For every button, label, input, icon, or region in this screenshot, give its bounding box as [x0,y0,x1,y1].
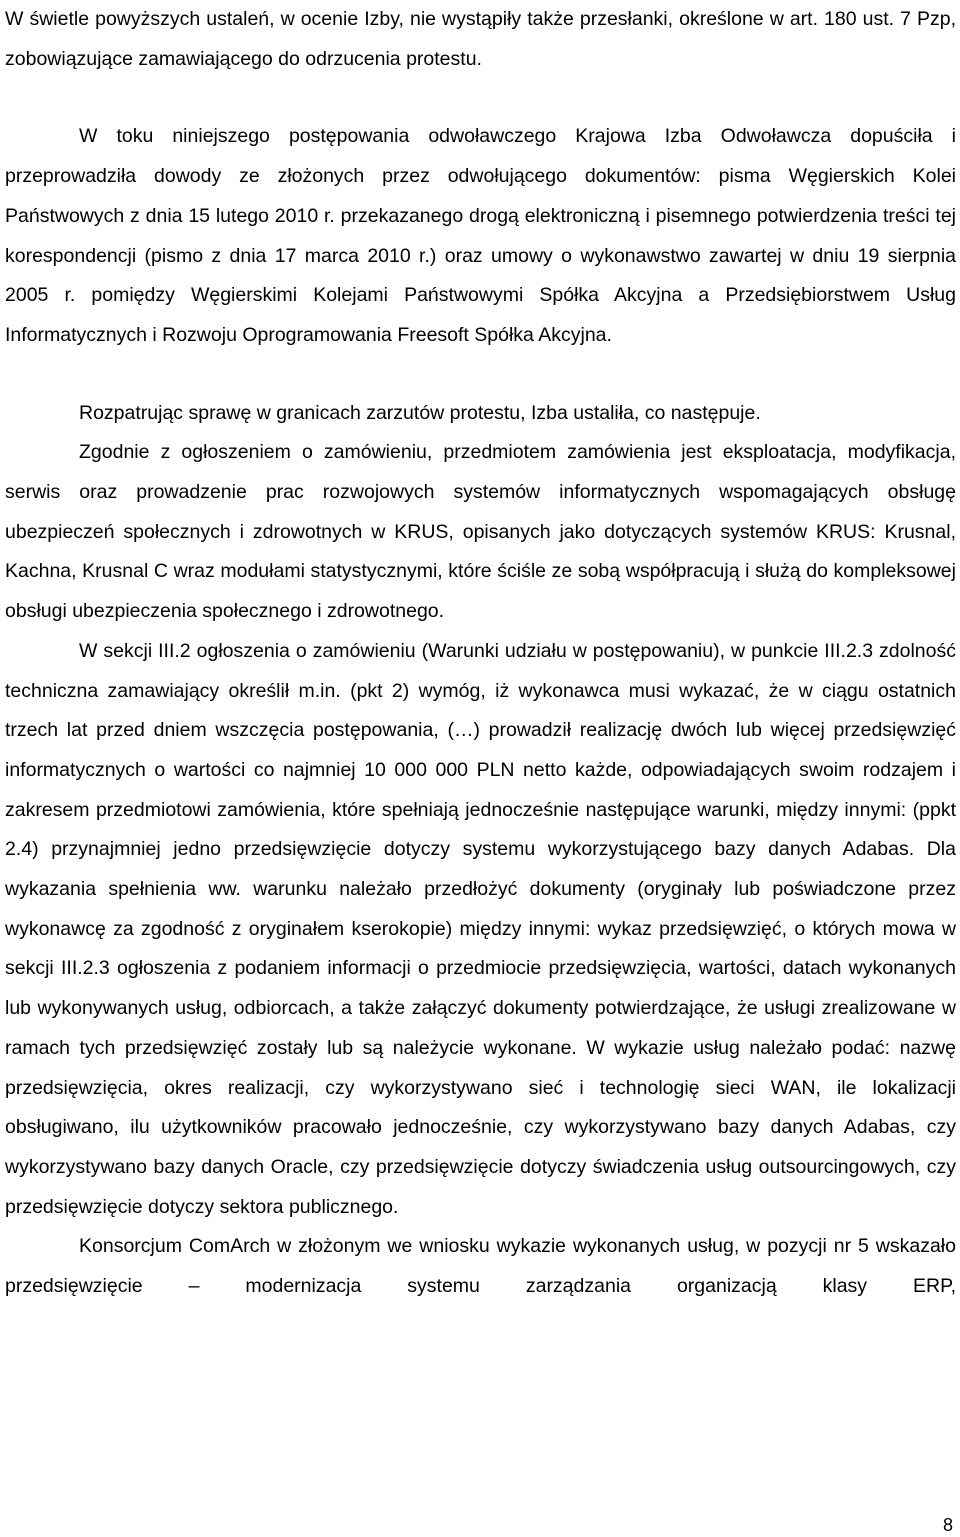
paragraph-section-iii2: W sekcji III.2 ogłoszenia o zamówieniu (Warunki udziału w postępowaniu), w punkcie III.2.3 zdolność techniczna zamawiający określił m.in. (pkt 2) wymóg, iż wykonawca musi wykazać, że w ciągu ostatnich trzech lat przed dniem wszczęcia postępowania, (…) prowadził realizację dwóch lub więcej przedsięwzięć informatycznych o wartości co najmniej 10 000 000 PLN netto każde, odpowiadających swoim rodzajem i zakresem przedmiotowi zamówienia, które spełniają jednocześnie następujące warunki, między innymi: (ppkt 2.4) przynajmniej jedno przedsięwzięcie dotyczy systemu wykorzystującego bazy danych Adabas. Dla wykazania spełnienia ww. warunku należało przedłożyć dokumenty (oryginały lub poświadczone przez wykonawcę za zgodność z oryginałem kserokopie) między innymi: wykaz przedsięwzięć, o których mowa w sekcji III.2.3 ogłoszenia z podaniem informacji o przedmiocie przedsięwzięcia, wartości, datach wykonanych lub wykonywanych usług, odbiorcach, a także załączyć dokumenty potwierdzające, że usługi zrealizowane w ramach tych przedsięwzięć zostały lub są należycie wykonane. W wykazie usług należało podać: nazwę przedsięwzięcia, okres realizacji, czy wykorzystywano sieć i technologię sieci WAN, ile lokalizacji obsługiwano, ilu użytkowników pracowało jednocześnie, czy wykorzystywano bazy danych Adabas, czy wykorzystywano bazy danych Oracle, czy przedsięwzięcie dotyczy świadczenia usług outsourcingowych, czy przedsięwzięcie dotyczy sektora publicznego. [5,639,956,1218]
page-number: 8 [942,1515,953,1535]
paragraph-subject-of-order: Zgodnie z ogłoszeniem o zamówieniu, przedmiotem zamówienia jest eksploatacja, modyfikacja, serwis oraz prowadzenie prac rozwojowych systemów informatycznych wspomagających obsługę ubezpieczeń społecznych i zdrowotnych w KRUS, opisanych jako dotyczących systemów KRUS: Krusnal, Kachna, Krusnal C wraz modułami statystycznymi, które ściśle ze sobą współpracują i służą do kompleksowej obsługi ubezpieczenia społecznego i zdrowotnego. [5,441,956,623]
paragraph-consortium-comarch: Konsorcjum ComArch w złożonym we wniosku wykazie wykonanych usług, w pozycji nr 5 wskazało przedsięwzięcie – modernizacja systemu zarządzania organizacją klasy ERP, [5,1235,956,1298]
paragraph-evidence: W toku niniejszego postępowania odwoławczego Krajowa Izba Odwoławcza dopuściła i przeprowadziła dowody ze złożonych przez odwołującego dokumentów: pisma Węgierskich Kolei Państwowych z dnia 15 lutego 2010 r. przekazanego drogą elektroniczną i pisemnego potwierdzenia treści tej korespondencji (pismo z dnia 17 marca 2010 r.) oraz umowy o wykonawstwo zawartej w dniu 19 sierpnia 2005 r. pomiędzy Węgierskimi Kolejami Państwowymi Spółka Akcyjna a Przedsiębiorstwem Usług Informatycznych i Rozwoju Oprogramowania Freesoft Spółka Akcyjna. [5,125,956,346]
paragraph-protest-conclusion: W świetle powyższych ustaleń, w ocenie Izby, nie wystąpiły także przesłanki, określone w art. 180 ust. 7 Pzp, zobowiązujące zamawiającego do odrzucenia protestu. [5,8,956,70]
document-page [5,0,956,1307]
paragraph-findings-intro: Rozpatrując sprawę w granicach zarzutów protestu, Izba ustaliła, co następuje. [79,401,761,424]
